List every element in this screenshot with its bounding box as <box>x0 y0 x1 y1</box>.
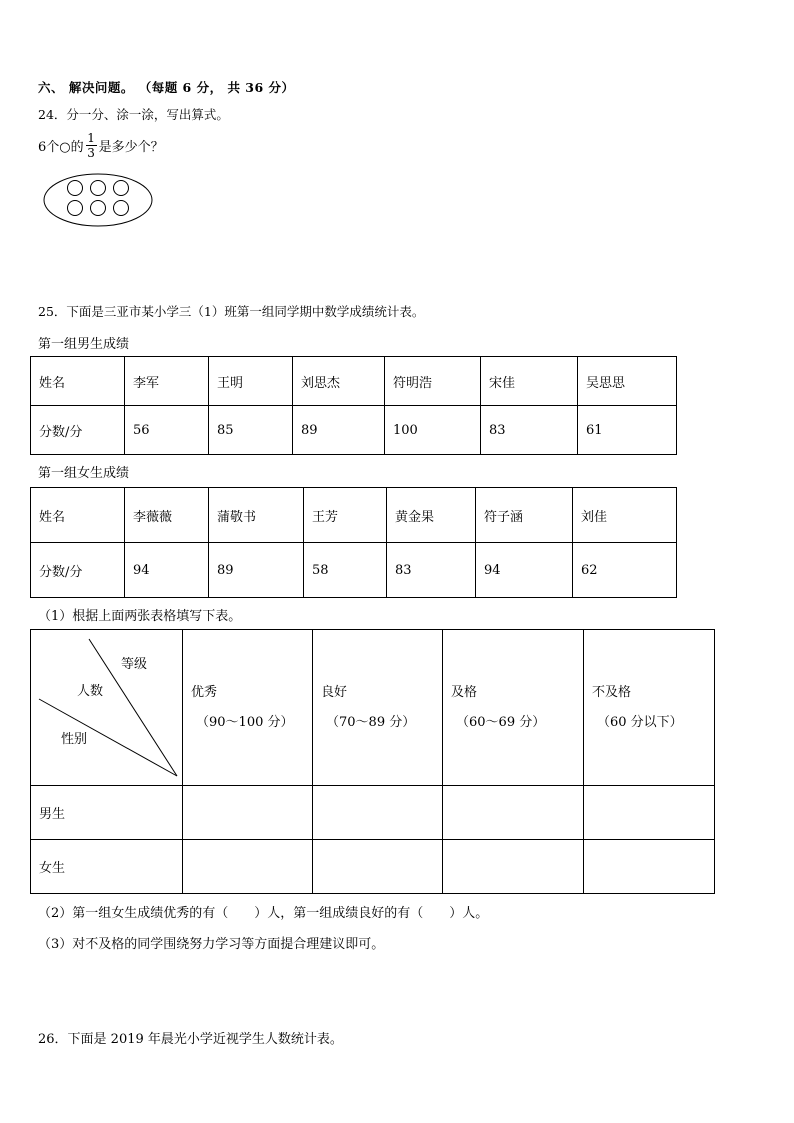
circle-3 <box>114 181 129 196</box>
boys-name-row <box>31 357 677 406</box>
question-24-prompt <box>38 132 164 159</box>
corner-label-grade: 等级 <box>121 657 148 672</box>
diagonal-line-lower <box>39 699 177 776</box>
row-label-girls: 女生 <box>31 840 183 894</box>
blank-answer-cell[interactable] <box>443 786 584 840</box>
boys-score-cell: 56 <box>125 406 209 455</box>
circle-6 <box>114 201 129 216</box>
grade-range: （90～100 分） <box>196 714 294 730</box>
grade-name: 良好 <box>321 684 348 700</box>
girls-name-cell: 刘佳 <box>573 488 677 543</box>
q24-prefix: 6个○的 <box>38 140 84 155</box>
diagonal-corner-cell <box>31 630 183 786</box>
section-heading: 六、 解决问题。 （每题 6 分， 共 36 分） <box>38 80 295 95</box>
grade-range: （70～89 分） <box>326 714 416 730</box>
girls-name-cell: 符子涵 <box>476 488 573 543</box>
girls-scores-table <box>30 487 677 598</box>
boys-name-cell: 李军 <box>125 357 209 406</box>
girls-name-cell: 李薇薇 <box>125 488 209 543</box>
girls-name-cell: 王芳 <box>304 488 387 543</box>
circle-5 <box>91 201 106 216</box>
boys-score-label: 分数/分 <box>31 406 125 455</box>
girls-score-cell: 89 <box>209 543 304 598</box>
fraction-numerator: 1 <box>87 131 95 145</box>
girls-table-caption: 第一组女生成绩 <box>38 466 130 481</box>
corner-label-gender: 性别 <box>61 732 88 747</box>
boys-score-cell: 61 <box>578 406 677 455</box>
boys-score-cell: 89 <box>293 406 385 455</box>
boys-score-cell: 85 <box>209 406 293 455</box>
boys-name-cell: 吴思思 <box>578 357 677 406</box>
boys-score-row <box>31 406 677 455</box>
girls-name-cell: 黄金果 <box>387 488 476 543</box>
boys-name-cell: 刘思杰 <box>293 357 385 406</box>
grade-name: 优秀 <box>191 684 218 700</box>
six-circles-oval-figure <box>42 172 154 228</box>
grade-name: 不及格 <box>592 684 632 700</box>
girls-score-row <box>31 543 677 598</box>
part-3-question: （3）对不及格的同学围绕努力学习等方面提合理建议即可。 <box>38 937 385 952</box>
boys-name-cell: 宋佳 <box>481 357 578 406</box>
row-label-boys: 男生 <box>31 786 183 840</box>
blank-answer-cell[interactable] <box>183 840 313 894</box>
boys-score-cell: 100 <box>385 406 481 455</box>
grade-range: （60～69 分） <box>456 714 546 730</box>
blank-answer-cell[interactable] <box>313 840 443 894</box>
girls-score-cell: 58 <box>304 543 387 598</box>
question-24-instruction: 24．分一分、涂一涂，写出算式。 <box>38 107 229 122</box>
diagonal-lines <box>31 630 183 785</box>
fraction-one-third <box>86 132 97 159</box>
grade-range: （60 分以下） <box>597 714 683 730</box>
blank-answer-cell[interactable] <box>183 786 313 840</box>
question-26-intro: 26．下面是 2019 年晨光小学近视学生人数统计表。 <box>38 1032 343 1047</box>
boys-score-cell: 83 <box>481 406 578 455</box>
boys-header-cell: 姓名 <box>31 357 125 406</box>
girls-score-label: 分数/分 <box>31 543 125 598</box>
grade-header-row <box>31 630 715 786</box>
boys-table-caption: 第一组男生成绩 <box>38 337 130 352</box>
part-2-question: （2）第一组女生成绩优秀的有（ ）人，第一组成绩良好的有（ ）人。 <box>38 906 489 921</box>
grade-header-fail <box>584 630 715 786</box>
grade-fill-table <box>30 629 715 894</box>
girls-score-cell: 83 <box>387 543 476 598</box>
grade-header-good <box>313 630 443 786</box>
boys-count-row <box>31 786 715 840</box>
blank-answer-cell[interactable] <box>443 840 584 894</box>
boys-name-cell: 符明浩 <box>385 357 481 406</box>
grade-header-pass <box>443 630 584 786</box>
blank-answer-cell[interactable] <box>584 786 715 840</box>
girls-score-cell: 94 <box>476 543 573 598</box>
girls-name-row <box>31 488 677 543</box>
circle-2 <box>91 181 106 196</box>
boys-name-cell: 王明 <box>209 357 293 406</box>
girls-count-row <box>31 840 715 894</box>
fraction-denominator: 3 <box>87 146 95 160</box>
q24-suffix: 是多少个？ <box>98 140 164 155</box>
circle-1 <box>68 181 83 196</box>
boys-scores-table <box>30 356 677 455</box>
corner-label-count: 人数 <box>77 684 104 699</box>
girls-header-cell: 姓名 <box>31 488 125 543</box>
girls-name-cell: 蒲敬书 <box>209 488 304 543</box>
girls-score-cell: 94 <box>125 543 209 598</box>
circle-4 <box>68 201 83 216</box>
blank-answer-cell[interactable] <box>584 840 715 894</box>
grade-header-excellent <box>183 630 313 786</box>
girls-score-cell: 62 <box>573 543 677 598</box>
grade-name: 及格 <box>451 684 478 700</box>
blank-answer-cell[interactable] <box>313 786 443 840</box>
question-25-intro: 25．下面是三亚市某小学三（1）班第一组同学期中数学成绩统计表。 <box>38 304 425 319</box>
part-1-instruction: （1）根据上面两张表格填写下表。 <box>38 609 242 624</box>
